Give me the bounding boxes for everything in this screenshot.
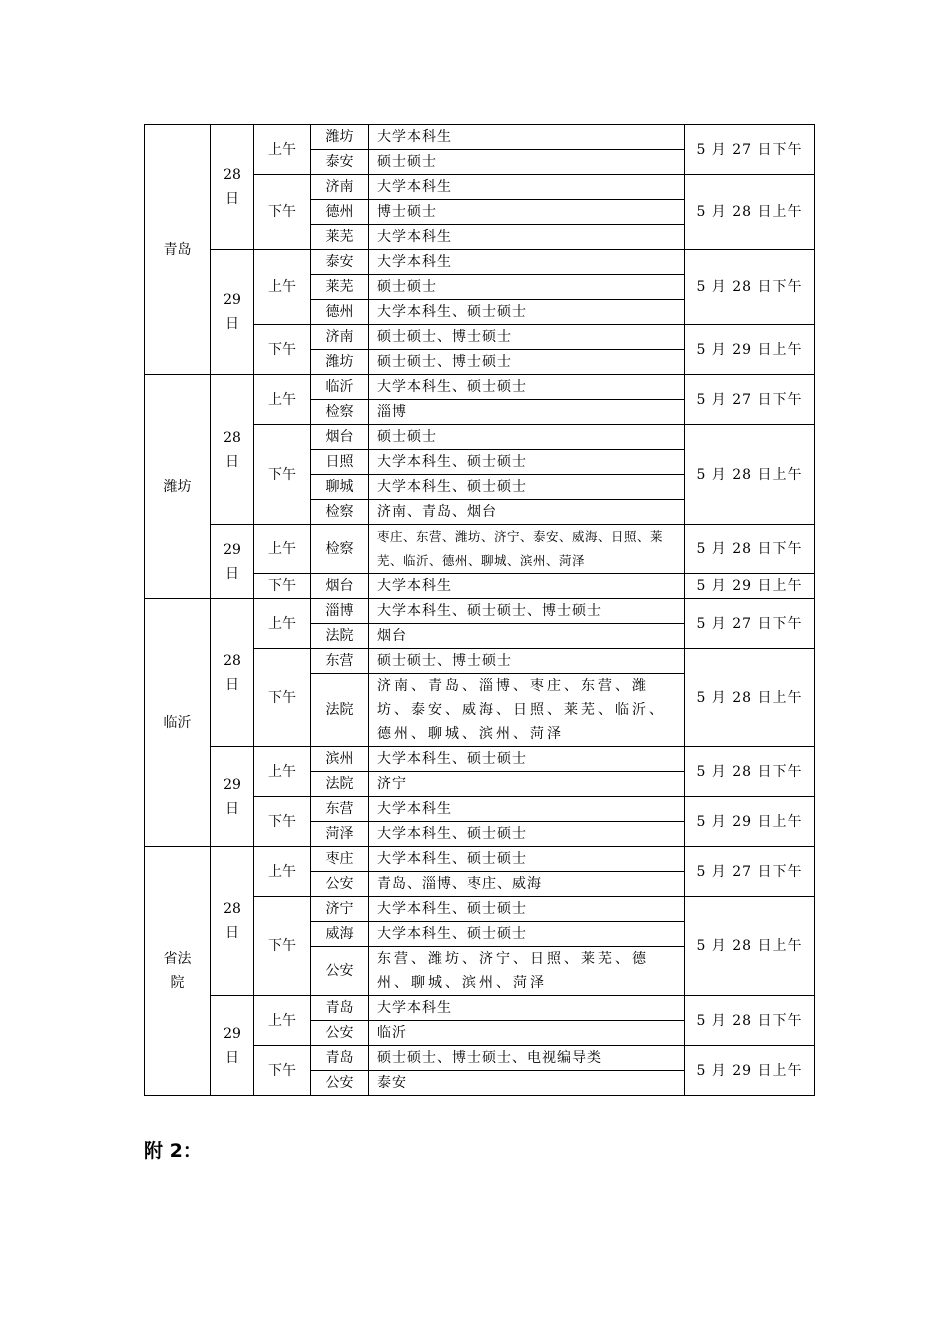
day-cell: 28 日 (211, 599, 254, 747)
org-cell: 德州 (311, 200, 369, 225)
day-cell: 28 日 (211, 375, 254, 525)
subject-cell: 大学本科生、硕士硕士 (369, 822, 685, 847)
org-cell: 东营 (311, 797, 369, 822)
half-day-cell: 上午 (254, 747, 311, 797)
deadline-cell: 5 月 29 日上午 (685, 574, 815, 599)
subject-cell: 硕士硕士 (369, 275, 685, 300)
org-cell: 潍坊 (311, 125, 369, 150)
org-cell: 莱芜 (311, 225, 369, 250)
location-cell: 省法 院 (145, 847, 211, 1096)
org-cell: 青岛 (311, 996, 369, 1021)
subject-cell: 硕士硕士 (369, 150, 685, 175)
deadline-cell: 5 月 29 日上午 (685, 1046, 815, 1096)
subject-cell: 大学本科生 (369, 574, 685, 599)
deadline-cell: 5 月 28 日下午 (685, 250, 815, 325)
day-cell: 29 日 (211, 747, 254, 847)
subject-cell: 硕士硕士、博士硕士、电视编导类 (369, 1046, 685, 1071)
org-cell: 日照 (311, 450, 369, 475)
subject-cell: 大学本科生 (369, 175, 685, 200)
half-day-cell: 上午 (254, 250, 311, 325)
subject-cell: 大学本科生 (369, 125, 685, 150)
appendix-label: 附 2： (144, 1140, 202, 1162)
org-cell: 济南 (311, 175, 369, 200)
subject-cell: 济宁 (369, 772, 685, 797)
org-cell: 法院 (311, 624, 369, 649)
subject-cell: 大学本科生、硕士硕士 (369, 897, 685, 922)
subject-cell: 大学本科生 (369, 797, 685, 822)
half-day-cell: 下午 (254, 649, 311, 747)
subject-cell: 硕士硕士、博士硕士 (369, 350, 685, 375)
table-row (145, 375, 815, 400)
schedule-body (145, 125, 815, 1096)
deadline-cell: 5 月 27 日下午 (685, 847, 815, 897)
subject-cell: 大学本科生 (369, 996, 685, 1021)
half-day-cell: 上午 (254, 375, 311, 425)
deadline-cell: 5 月 27 日下午 (685, 599, 815, 649)
half-day-cell: 下午 (254, 797, 311, 847)
table-row (145, 847, 815, 872)
subject-cell: 大学本科生、硕士硕士、博士硕士 (369, 599, 685, 624)
subject-cell: 临沂 (369, 1021, 685, 1046)
half-day-cell: 下午 (254, 325, 311, 375)
deadline-cell: 5 月 29 日上午 (685, 325, 815, 375)
deadline-cell: 5 月 28 日下午 (685, 747, 815, 797)
location-cell: 青岛 (145, 125, 211, 375)
org-cell: 公安 (311, 872, 369, 897)
subject-cell: 青岛、淄博、枣庄、威海 (369, 872, 685, 897)
org-cell: 青岛 (311, 1046, 369, 1071)
org-cell: 潍坊 (311, 350, 369, 375)
deadline-cell: 5 月 28 日下午 (685, 525, 815, 574)
half-day-cell: 上午 (254, 599, 311, 649)
schedule-table (144, 124, 815, 1096)
subject-cell: 枣庄、东营、潍坊、济宁、泰安、威海、日照、莱芜、临沂、德州、聊城、滨州、菏泽 (369, 525, 685, 574)
table-row (145, 125, 815, 150)
org-cell: 济南 (311, 325, 369, 350)
subject-cell: 博士硕士 (369, 200, 685, 225)
org-cell: 枣庄 (311, 847, 369, 872)
subject-cell: 硕士硕士、博士硕士 (369, 649, 685, 674)
subject-cell: 大学本科生、硕士硕士 (369, 475, 685, 500)
subject-cell: 大学本科生、硕士硕士 (369, 747, 685, 772)
org-cell: 济宁 (311, 897, 369, 922)
org-cell: 滨州 (311, 747, 369, 772)
org-cell: 聊城 (311, 475, 369, 500)
org-cell: 菏泽 (311, 822, 369, 847)
deadline-cell: 5 月 28 日上午 (685, 649, 815, 747)
org-cell: 临沂 (311, 375, 369, 400)
subject-cell: 大学本科生、硕士硕士 (369, 922, 685, 947)
table-row (145, 250, 815, 275)
org-cell: 烟台 (311, 425, 369, 450)
deadline-cell: 5 月 29 日上午 (685, 797, 815, 847)
table-row (145, 747, 815, 772)
org-cell: 淄博 (311, 599, 369, 624)
org-cell: 法院 (311, 674, 369, 747)
org-cell: 泰安 (311, 150, 369, 175)
deadline-cell: 5 月 28 日下午 (685, 996, 815, 1046)
deadline-cell: 5 月 27 日下午 (685, 375, 815, 425)
location-cell: 潍坊 (145, 375, 211, 599)
half-day-cell: 上午 (254, 996, 311, 1046)
half-day-cell: 下午 (254, 175, 311, 250)
half-day-cell: 上午 (254, 847, 311, 897)
half-day-cell: 上午 (254, 525, 311, 574)
subject-cell: 烟台 (369, 624, 685, 649)
half-day-cell: 下午 (254, 1046, 311, 1096)
org-cell: 检察 (311, 525, 369, 574)
org-cell: 公安 (311, 1071, 369, 1096)
day-cell: 29 日 (211, 525, 254, 599)
org-cell: 烟台 (311, 574, 369, 599)
subject-cell: 大学本科生 (369, 250, 685, 275)
day-cell: 29 日 (211, 996, 254, 1096)
deadline-cell: 5 月 27 日下午 (685, 125, 815, 175)
day-cell: 29 日 (211, 250, 254, 375)
org-cell: 公安 (311, 1021, 369, 1046)
org-cell: 东营 (311, 649, 369, 674)
half-day-cell: 下午 (254, 897, 311, 996)
deadline-cell: 5 月 28 日上午 (685, 425, 815, 525)
subject-cell: 大学本科生、硕士硕士 (369, 300, 685, 325)
half-day-cell: 下午 (254, 425, 311, 525)
table-row (145, 599, 815, 624)
subject-cell: 大学本科生、硕士硕士 (369, 847, 685, 872)
subject-cell: 泰安 (369, 1071, 685, 1096)
subject-cell: 大学本科生、硕士硕士 (369, 450, 685, 475)
org-cell: 公安 (311, 947, 369, 996)
half-day-cell: 下午 (254, 574, 311, 599)
subject-cell: 硕士硕士、博士硕士 (369, 325, 685, 350)
subject-cell: 大学本科生、硕士硕士 (369, 375, 685, 400)
table-row (145, 996, 815, 1021)
subject-cell: 硕士硕士 (369, 425, 685, 450)
subject-cell: 淄博 (369, 400, 685, 425)
day-cell: 28 日 (211, 125, 254, 250)
location-cell: 临沂 (145, 599, 211, 847)
org-cell: 泰安 (311, 250, 369, 275)
org-cell: 检察 (311, 400, 369, 425)
org-cell: 德州 (311, 300, 369, 325)
half-day-cell: 上午 (254, 125, 311, 175)
org-cell: 检察 (311, 500, 369, 525)
subject-cell: 大学本科生 (369, 225, 685, 250)
subject-cell: 济南、青岛、淄博、枣庄、东营、潍坊、泰安、威海、日照、莱芜、临沂、德州、聊城、滨州、菏泽 (369, 674, 685, 747)
org-cell: 莱芜 (311, 275, 369, 300)
deadline-cell: 5 月 28 日上午 (685, 897, 815, 996)
org-cell: 法院 (311, 772, 369, 797)
deadline-cell: 5 月 28 日上午 (685, 175, 815, 250)
day-cell: 28 日 (211, 847, 254, 996)
org-cell: 威海 (311, 922, 369, 947)
subject-cell: 东营、潍坊、济宁、日照、莱芜、德州、聊城、滨州、菏泽 (369, 947, 685, 996)
subject-cell: 济南、青岛、烟台 (369, 500, 685, 525)
